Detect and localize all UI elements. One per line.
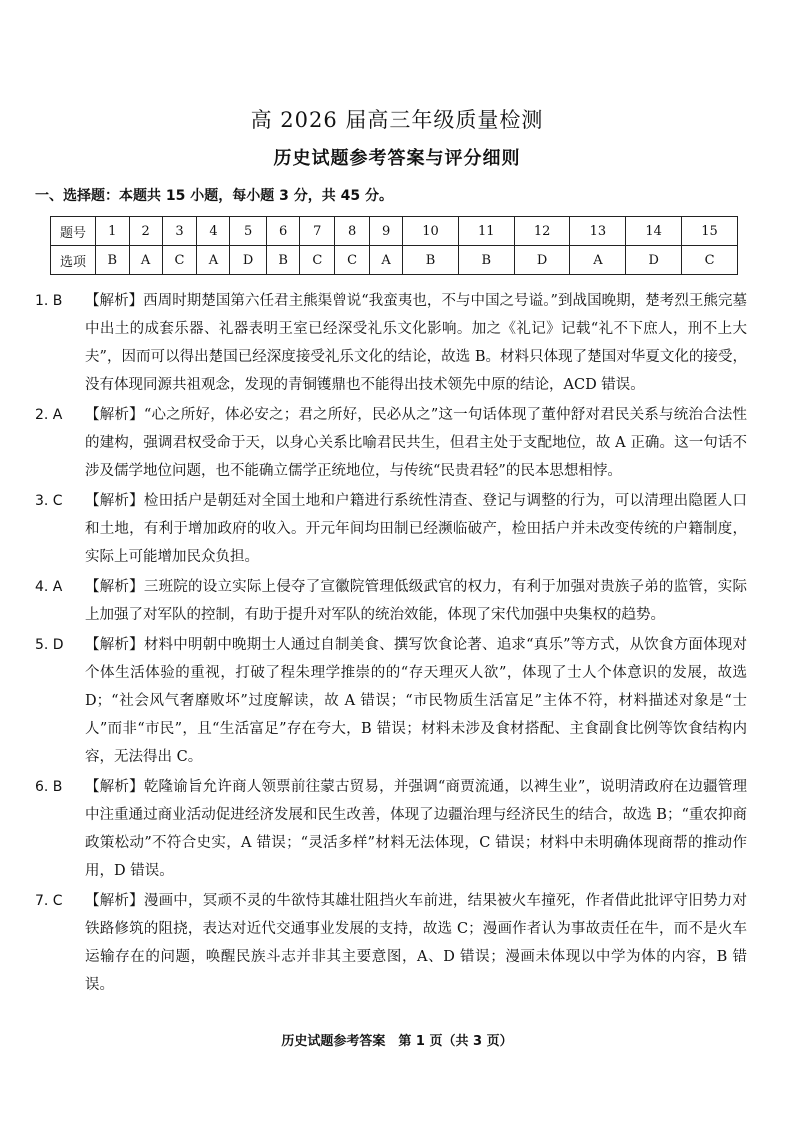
question-number: 13 (570, 217, 626, 246)
section-heading: 一、选择题：本题共 15 小题，每小题 3 分，共 45 分。 (35, 188, 393, 204)
answer-row (51, 246, 738, 275)
item-text: 材料中明朝中晚期士人通过自制美食、撰写饮食论著、追求“真乐”等方式，从饮食方面体现对个体生活体验的重视，打破了程朱理学推崇的的“存天理灭人欲”，体现了士人个体意识的发展，故选 D；“社会风气奢靡败坏”过度解读，故 A 错误；“市民物质生活富足”主体不符，材料描述对象是“士人”而非“市民”，且“生活富足”存在夸大，B 错误；材料未涉及食材搭配、主食副食比例等饮食结构内容，无法得出 C。 (85, 637, 748, 765)
question-number: 12 (514, 217, 570, 246)
item-text: 乾隆谕旨允许商人领票前往蒙古贸易，并强调“商贾流通，以裨生业”，说明清政府在边疆管理中注重通过商业活动促进经济发展和民生改善，体现了边疆治理与经济民生的结合，故选 B；“重农抑商政策松动”不符合史实，A 错误；“灵活多样”材料无法体现，C 错误；材料中未明确体现商帮的推动作用，D 错误。 (85, 779, 748, 879)
answer-cell: C (335, 246, 370, 275)
item-number: 7. C (35, 893, 63, 909)
page-subtitle: 历史试题参考答案与评分细则 (273, 148, 521, 169)
row-label-answer: 选项 (51, 246, 96, 275)
item-text: 检田括户是朝廷对全国土地和户籍进行系统性清查、登记与调整的行为，可以清理出隐匿人口和土地，有利于增加政府的收入。开元年间均田制已经濒临破产，检田括户并未改变传统的户籍制度，实际上可能增加民众负担。 (85, 493, 748, 565)
analysis-tag: 【解析】 (85, 493, 144, 509)
row-label-question: 题号 (51, 217, 96, 246)
analysis-tag: 【解析】 (85, 579, 144, 595)
question-number: 10 (403, 217, 459, 246)
item-text: 三班院的设立实际上侵夺了宣徽院管理低级武官的权力，有利于加强对贵族子弟的监管，实际上加强了对军队的控制，有助于提升对军队的统治效能，体现了宋代加强中央集权的趋势。 (85, 579, 748, 623)
answer-cell: C (162, 246, 197, 275)
question-number: 6 (266, 217, 300, 246)
answer-cell: B (403, 246, 459, 275)
analysis-tag: 【解析】 (85, 779, 144, 795)
answer-cell: A (570, 246, 626, 275)
explanation-list (35, 287, 747, 1001)
explanation-item (35, 487, 747, 571)
analysis-tag: 【解析】 (85, 637, 144, 653)
answer-cell: D (626, 246, 682, 275)
explanation-item (35, 401, 747, 485)
item-number: 5. D (35, 637, 64, 653)
item-text: 西周时期楚国第六任君主熊渠曾说“我蛮夷也，不与中国之号谥。”到战国晚期，楚考烈王熊完墓中出土的成套乐器、礼器表明王室已经深受礼乐文化影响。加之《礼记》记载“礼不下庶人，刑不上大夫”，因而可以得出楚国已经深度接受礼乐文化的结论，故选 B。材料只体现了楚国对华夏文化的接受，没有体现同源共祖观念，发现的青铜镬鼎也不能得出技术领先中原的结论，ACD 错误。 (85, 293, 747, 393)
explanation-item (35, 573, 747, 629)
question-number: 9 (370, 217, 403, 246)
question-number: 11 (458, 217, 514, 246)
answer-cell: A (197, 246, 230, 275)
explanation-item (35, 287, 747, 399)
item-number: 4. A (35, 579, 63, 595)
analysis-tag: 【解析】 (85, 293, 144, 309)
explanation-item (35, 887, 747, 999)
item-number: 1. B (35, 293, 63, 309)
answer-cell: D (230, 246, 266, 275)
item-number: 3. C (35, 493, 63, 509)
question-number: 5 (230, 217, 266, 246)
answer-cell: D (514, 246, 570, 275)
page-footer: 历史试题参考答案 第 1 页（共 3 页） (281, 1034, 513, 1049)
answer-cell: C (300, 246, 335, 275)
answer-cell: C (682, 246, 738, 275)
question-number: 4 (197, 217, 230, 246)
question-number: 14 (626, 217, 682, 246)
analysis-tag: 【解析】 (85, 407, 144, 423)
item-number: 2. A (35, 407, 63, 423)
answer-table (50, 216, 738, 275)
explanation-item (35, 631, 747, 771)
question-number: 7 (300, 217, 335, 246)
answer-cell: B (96, 246, 130, 275)
item-number: 6. B (35, 779, 63, 795)
item-text: 漫画中，冥顽不灵的牛欲恃其雄壮阻挡火车前进，结果被火车撞死，作者借此批评守旧势力对铁路修筑的阻挠，表达对近代交通事业发展的支持，故选 C；漫画作者认为事故责任在牛，而不是火车运输存在的问题，唤醒民族斗志并非其主要意图，A、D 错误；漫画未体现以中学为体的内容，B 错误。 (85, 893, 748, 993)
question-number: 8 (335, 217, 370, 246)
analysis-tag: 【解析】 (85, 893, 144, 909)
answer-cell: B (458, 246, 514, 275)
question-number: 3 (162, 217, 197, 246)
answer-cell: A (370, 246, 403, 275)
answer-cell: A (129, 246, 162, 275)
page-title: 高 2026 届高三年级质量检测 (250, 108, 544, 132)
explanation-item (35, 773, 747, 885)
question-number-row (51, 217, 738, 246)
question-number: 2 (129, 217, 162, 246)
answer-cell: B (266, 246, 300, 275)
question-number: 15 (682, 217, 738, 246)
question-number: 1 (96, 217, 130, 246)
item-text: “心之所好，体必安之；君之所好，民必从之”这一句话体现了董仲舒对君民关系与统治合法性的建构，强调君权受命于天，以身心关系比喻君民共生，但君主处于支配地位，故 A 正确。这一句话不涉及儒学地位问题，也不能确立儒学正统地位，与传统“民贵君轻”的民本思想相悖。 (85, 407, 748, 479)
